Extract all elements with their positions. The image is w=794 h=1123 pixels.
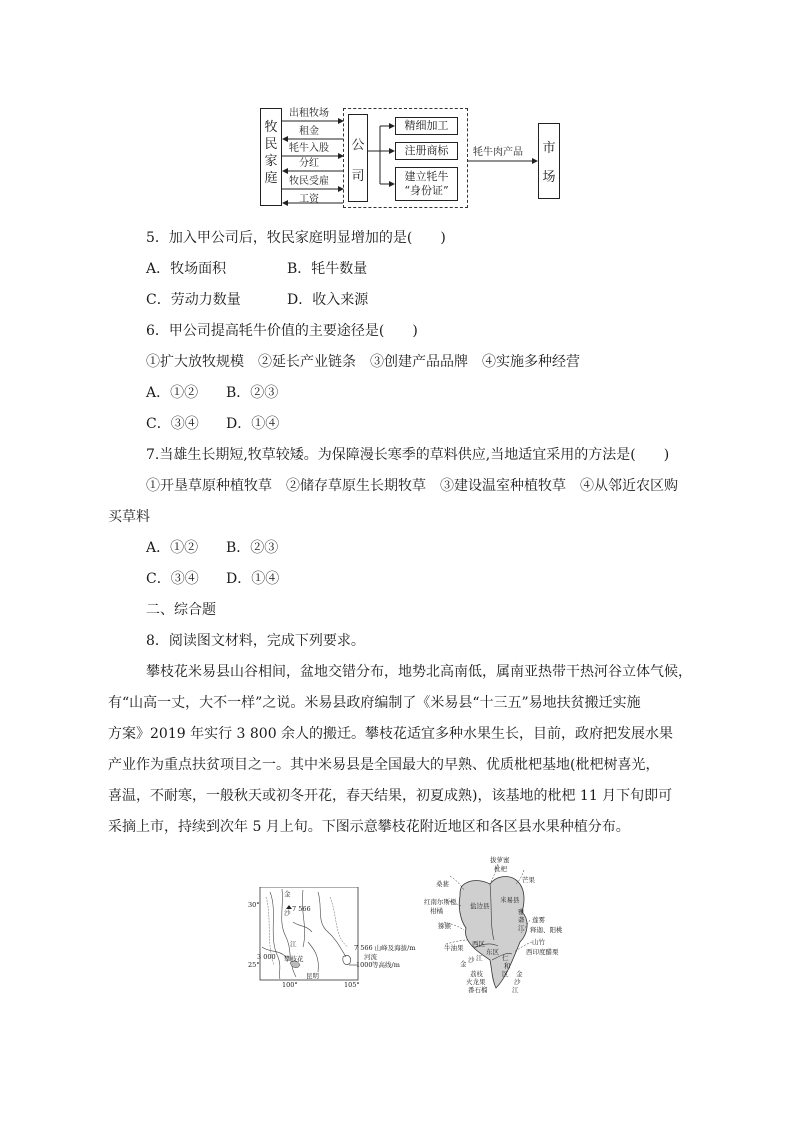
q7-option-d: D．①④ — [226, 571, 280, 587]
fruit-label: 山竹 — [532, 938, 545, 946]
rent-label: 租金 — [299, 126, 319, 137]
fruit-label: 释迦、阳桃 — [530, 926, 563, 934]
fruit-label: 莲雾 — [532, 916, 545, 924]
yalong-river-label: 砻 — [518, 916, 525, 924]
xiqu-label: 西区 — [472, 940, 485, 948]
q7-option-c: C．③④ — [146, 571, 199, 587]
jinsha-river-label: 金 — [516, 970, 523, 978]
yalong-river-label: 雅 — [518, 908, 525, 916]
yak-id-line2: “身份证” — [404, 184, 449, 197]
q7-option-b: B．②③ — [226, 540, 279, 556]
lon-100-label: 100° — [282, 981, 298, 989]
q6-option-a: A．①② — [146, 385, 199, 401]
q8-paragraph-line: 采摘上市，持续到次年 5 月上旬。下图示意攀枝花附近地区和各区县水果种植分布。 — [108, 819, 630, 835]
q8-paragraph-line: 有“山高一丈，大不一样”之说。米易县政府编制了《米易县“十三五”易地扶贫搬迁实施 — [108, 695, 641, 711]
contour-3000-label: 3 000 — [257, 953, 276, 961]
jinsha-river-label: 沙 — [514, 978, 521, 986]
company-char: 公 — [351, 138, 365, 153]
fruit-label: 火龙果 — [466, 978, 486, 986]
kunming-label: 昆明 — [306, 972, 319, 980]
company-char: 司 — [351, 169, 365, 184]
herder-family-char: 家 — [264, 154, 278, 169]
panzhihua-label: 攀枝花 — [284, 955, 304, 963]
lat-25-label: 25° — [248, 961, 260, 969]
wages-label: 工资 — [299, 194, 319, 205]
legend-contour: 等高线/m — [372, 961, 400, 969]
jinsha-river-label: 江 — [476, 954, 483, 962]
legend-river: 河流 — [364, 953, 377, 961]
legend-peak: 7 566 山峰及海拔/m — [354, 944, 416, 952]
yalong-river-label: 江 — [518, 924, 525, 932]
q7-stem: 7.当雄生长期短,牧草较矮。为保障漫长寒季的草料供应,当地适宜采用的方法是( ) — [146, 447, 670, 463]
q5-stem: 5．加入甲公司后，牧民家庭明显增加的是( ) — [146, 230, 446, 246]
dongqu-label: 东区 — [486, 948, 499, 956]
jinsha-river-label: 江 — [290, 940, 297, 948]
jinsha-river-label: 沙 — [468, 956, 475, 964]
miyi-county-label: 米易县 — [500, 896, 520, 904]
q6-option-d: D．①④ — [226, 416, 280, 432]
lon-105-label: 105° — [344, 981, 360, 989]
jinsha-river-label: 金 — [284, 890, 291, 898]
yanbian-county-label: 盐边县 — [470, 902, 490, 910]
jinsha-river-label: 沙 — [284, 909, 291, 917]
renhe-district-label: 和 — [504, 962, 511, 970]
herder-hired-label: 牧民受雇 — [289, 176, 329, 187]
fruit-label: 西印度醋栗 — [526, 948, 559, 956]
q8-paragraph-line: 产业作为重点扶贫项目之一。其中米易县是全国最大的早熟、优质枇杷基地(枇杷树喜光， — [108, 757, 660, 773]
section-heading: 二、综合题 — [146, 602, 216, 618]
trademark-label: 注册商标 — [404, 144, 449, 157]
herder-family-char: 牧 — [264, 120, 278, 135]
fruit-label: 荔枝 — [470, 970, 483, 978]
fruit-label: 红南尔斯橙 — [424, 898, 457, 906]
jinsha-river-label: 金 — [460, 960, 467, 968]
q8-paragraph-line: 方案》2019 年实行 3 800 余人的搬迁。攀枝花适宜多种水果生长，目前，政府把发展水果 — [108, 726, 674, 742]
renhe-district-label: 仁 — [502, 954, 509, 962]
market-char: 场 — [542, 170, 556, 185]
legend-contour-value: 1000 — [356, 961, 373, 969]
flow-diagram — [255, 105, 585, 210]
market-char: 市 — [542, 141, 556, 156]
q5-option-d: D．收入来源 — [287, 292, 369, 308]
dividend-label: 分红 — [299, 158, 319, 169]
fruit-label: 柑橘 — [430, 907, 443, 915]
herder-family-char: 庭 — [264, 171, 278, 186]
fruit-label: 枇杷 — [494, 865, 507, 873]
renhe-district-label: 区 — [502, 970, 509, 978]
fruit-label: 番石榴 — [468, 986, 488, 994]
lat-30-label: 30° — [248, 901, 260, 909]
q6-option-b: B．②③ — [226, 385, 279, 401]
q6-option-c: C．③④ — [146, 416, 199, 432]
jinsha-river-label: 江 — [512, 986, 519, 994]
peak-elevation-label: 7 566 — [292, 905, 311, 913]
q8-stem: 8．阅读图文材料，完成下列要求。 — [146, 633, 365, 649]
fruit-label: 桑葚 — [436, 880, 449, 888]
q5-option-b: B．牦牛数量 — [287, 261, 368, 277]
fruit-label: 猕猴 — [438, 922, 451, 930]
q7-options-line2: 买草料 — [108, 509, 150, 525]
fruit-distribution-map — [420, 856, 570, 996]
fruit-label: 拔萝蜜 — [490, 856, 510, 864]
q6-options: ①扩大放牧规模 ②延长产业链条 ③创建产品品牌 ④实施多种经营 — [146, 354, 580, 370]
q5-option-c: C．劳动力数量 — [146, 292, 241, 308]
q8-paragraph-line: 攀枝花米易县山谷相间，盆地交错分布，地势北高南低，属南亚热带干热河谷立体气候， — [146, 664, 692, 680]
herder-family-char: 民 — [264, 137, 278, 152]
regional-map — [248, 887, 416, 989]
q8-paragraph-line: 喜温，不耐寒，一般秋天或初冬开花，春天结果，初夏成熟)，该基地的枇杷 11 月下旬即可 — [108, 788, 673, 804]
fine-processing-label: 精细加工 — [404, 119, 449, 132]
q6-stem: 6．甲公司提高牦牛价值的主要途径是( ) — [146, 323, 418, 339]
yak-shares-label: 牦牛入股 — [289, 143, 329, 154]
q7-options-line1: ①开垦草原种植牧草 ②储存草原生长期牧草 ③建设温室种植牧草 ④从邻近农区购 — [146, 478, 678, 494]
q5-option-a: A．牧场面积 — [146, 261, 227, 277]
fruit-label: 牛油果 — [444, 944, 464, 952]
fruit-label: 芒果 — [522, 876, 535, 884]
yak-meat-product-label: 牦牛肉产品 — [473, 147, 523, 158]
yak-id-line1: 建立牦牛 — [404, 170, 449, 183]
q7-option-a: A．①② — [146, 540, 199, 556]
rent-pasture-label: 出租牧场 — [289, 108, 329, 119]
